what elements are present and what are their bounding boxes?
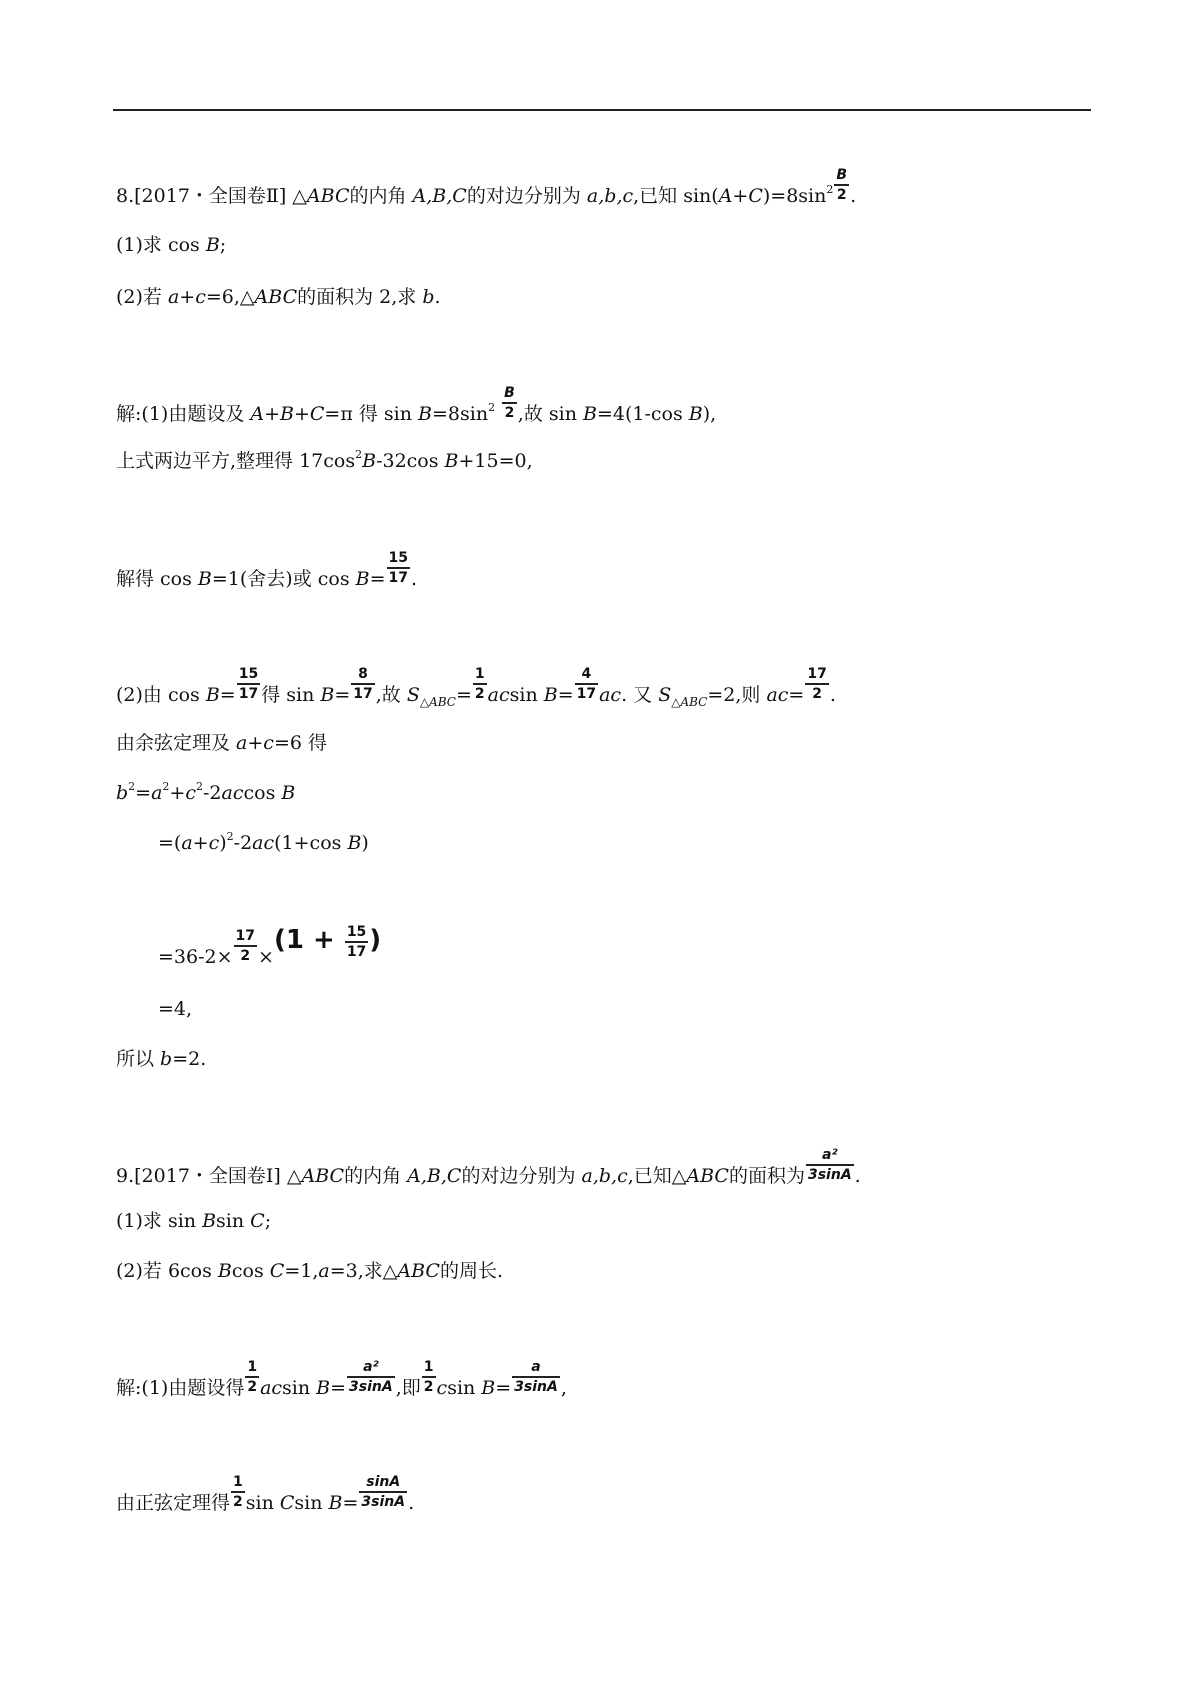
solution8-line5: 由余弦定理及 a+c=6 得: [116, 732, 327, 754]
fraction: $\frac{1}{2}$: [247, 1359, 258, 1395]
problem9-part1: (1)求 sin Bsin C;: [116, 1210, 272, 1232]
solution9-line1: 解:(1)由题设得 $\frac{1}{2}$ acsin B= $\frac{\text{a²}}{3\sin A}$ ,即 $\frac{1}{2}$ csin B= $\frac{a}{3\sin A}$ ,: [116, 1359, 567, 1399]
problem-number: 9.: [116, 1165, 135, 1187]
solution8-line10: 所以 b=2.: [116, 1048, 207, 1070]
fraction: $\frac{B}{2}$: [836, 167, 848, 203]
fraction: $\frac{17}{2}$: [807, 666, 827, 702]
problem8-part2: (2)若 a+c=6,△ABC的面积为 2,求 b.: [116, 286, 441, 308]
fraction: $\frac{4}{17}$: [576, 666, 597, 702]
fraction: $\frac{\text{a²}}{3\sin A}$: [807, 1147, 852, 1183]
parenthesized-expression: (1 + $\frac{15}{17}$ ): [273, 924, 382, 960]
fraction: $\frac{a}{3\sin A}$: [514, 1359, 558, 1395]
fraction: $\frac{B}{2}$: [504, 385, 515, 421]
problem-number: 8.: [116, 185, 135, 207]
fraction: $\frac{15}{17}$: [238, 666, 259, 702]
fraction: $\frac{\text{a²}}{3\sin A}$: [349, 1359, 393, 1395]
solution8-line6: $b^2=a^2+c^2-2accos$ B: [116, 780, 296, 804]
problem9-part2: (2)若 6cos Bcos C=1,a=3,求△ABC的周长.: [116, 1260, 503, 1282]
problem-source: [2017・全国卷Ⅰ]: [134, 1165, 281, 1187]
problem9-question: 9.[2017・全国卷Ⅰ] △ABC的内角 A,B,C的对边分别为 a,b,c,已知△ABC的面积为 $\frac{\text{a²}}{3\sin A}$ .: [116, 1147, 861, 1187]
solution8-line9: =4,: [158, 998, 193, 1020]
problem8-part1: (1)求 cos B;: [116, 234, 227, 256]
fraction: $\frac{1}{2}$: [233, 1474, 243, 1510]
fraction: $\frac{\sin A}{3\sin A}$: [361, 1474, 406, 1510]
fraction: $\frac{8}{17}$: [353, 666, 373, 702]
header-rule: [113, 109, 1091, 111]
solution8-line8: =36-2× $\frac{17}{2}$ ×(1 + $\frac{15}{17}$ ): [158, 933, 381, 967]
problem-source: [2017・全国卷Ⅱ]: [134, 185, 287, 207]
solution8-line4: (2)由 cos B= $\frac{15}{17}$ 得 sin B= $\frac{8}{17}$ ,故 $S_{\triangle ABC}=$ $\frac{1}{2}$ acsin B= $\frac{4}{17}$ ac. 又 $S_{\triangle ABC}=2$,则 ac= $\frac{17}{2}$ .: [116, 666, 836, 709]
solution8-line2: 上式两边平方,整理得 $17\cos^2B-32\cos$ B+15=0,: [116, 448, 533, 472]
fraction: $\frac{17}{2}$: [235, 928, 256, 964]
problem8-question: 8.[2017・全国卷Ⅱ] △ABC的内角 A,B,C的对边分别为 a,b,c,已知 $\sin(A+C)=8\sin^2$ $\frac{B}{2}$ .: [116, 167, 857, 207]
fraction: $\frac{1}{2}$: [423, 1359, 434, 1395]
fraction: $\frac{15}{17}$: [388, 550, 409, 586]
fraction: $\frac{1}{2}$: [474, 666, 485, 702]
solution8-line7: $=(a+c)^2-2ac(1+\cos$ B): [158, 830, 369, 854]
solution8-line3: 解得 cos B=1(舍去)或 cos B= $\frac{15}{17}$ .: [116, 550, 418, 590]
fraction: $\frac{15}{17}$: [346, 924, 367, 960]
solution8-line1: 解:(1)由题设及 A+B+C=π 得 $\sin B=8\sin^2$ $\frac{B}{2}$ ,故 sin B=4(1-cos B),: [116, 385, 717, 425]
solution9-line2: 由正弦定理得 $\frac{1}{2}$ sin Csin B= $\frac{\sin A}{3\sin A}$ .: [116, 1474, 415, 1514]
